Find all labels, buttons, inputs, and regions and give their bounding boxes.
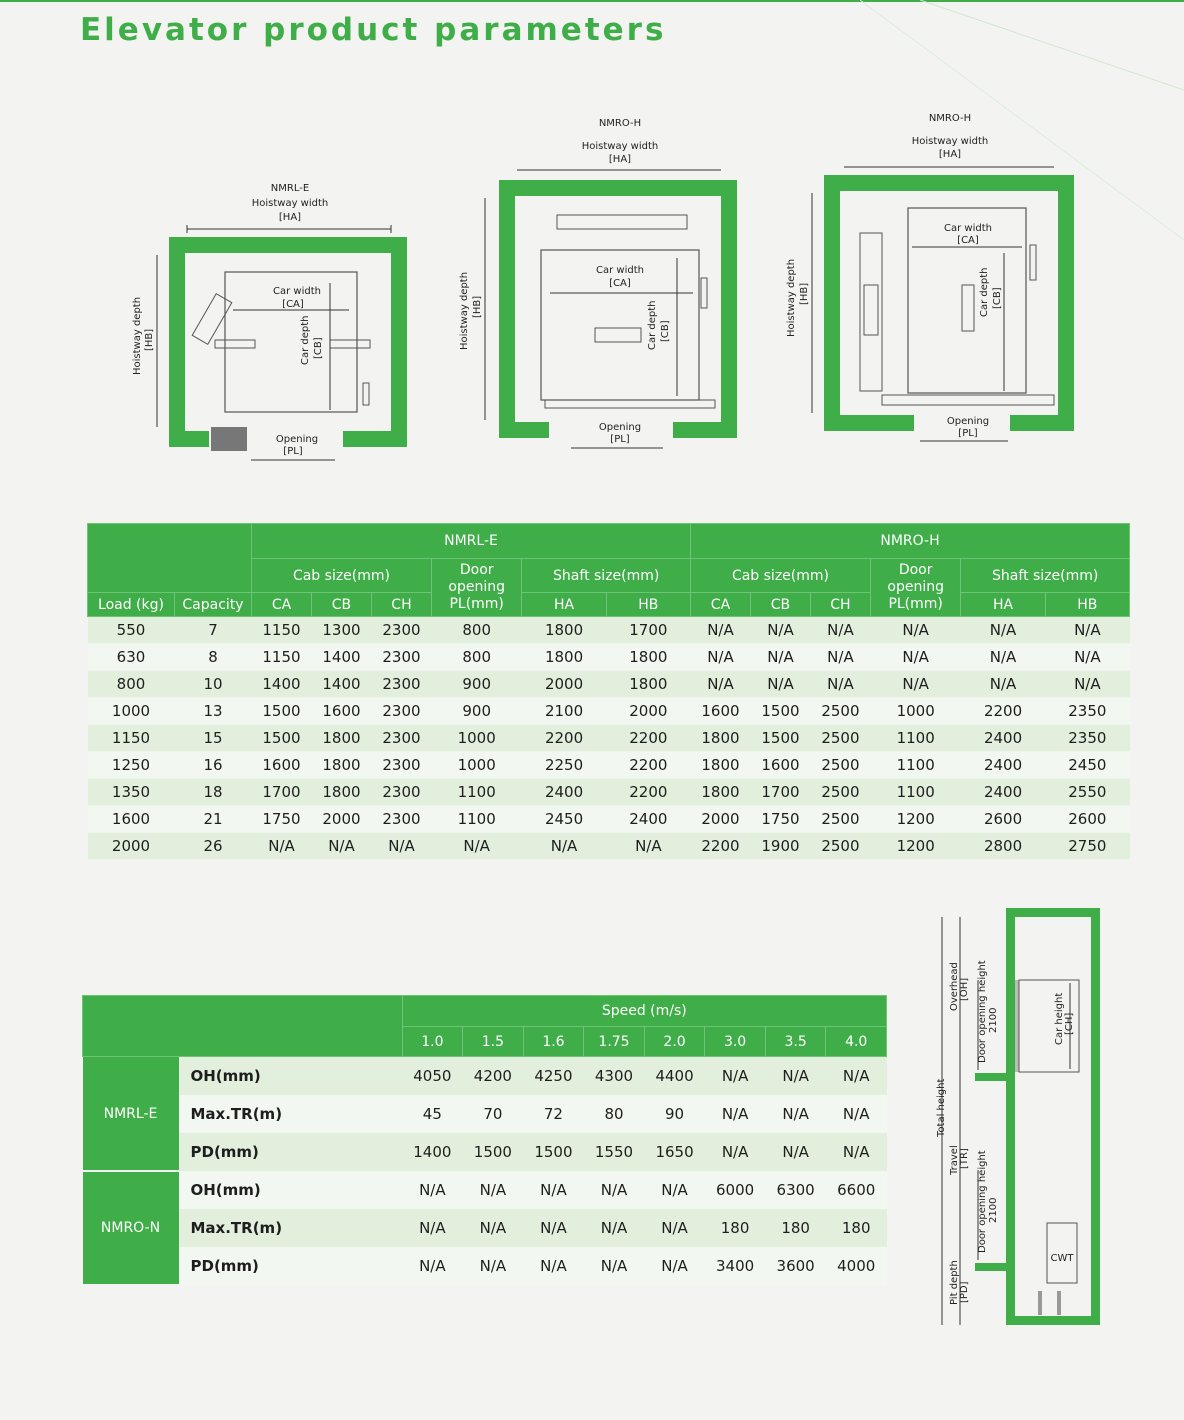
table-cell: 1600 xyxy=(750,752,810,779)
table-row xyxy=(88,698,1130,725)
car-depth-label: Car depth xyxy=(300,315,311,365)
table-cell: N/A xyxy=(705,1057,766,1096)
cwt-label: CWT xyxy=(1050,1253,1074,1264)
speed-value-header: 3.5 xyxy=(765,1027,826,1057)
table-row xyxy=(83,1247,887,1285)
cb-header: CB xyxy=(311,593,371,617)
opening-code: [PL] xyxy=(958,428,978,439)
table-cell: 1500 xyxy=(252,725,312,752)
table-cell: 2300 xyxy=(371,671,431,698)
table-row xyxy=(83,1133,887,1171)
table-cell: 70 xyxy=(463,1095,524,1133)
speed-value-header: 3.0 xyxy=(705,1027,766,1057)
table-cell: 2000 xyxy=(690,806,750,833)
table-cell: 2100 xyxy=(522,698,606,725)
table-cell: 2300 xyxy=(371,806,431,833)
table-cell: N/A xyxy=(765,1095,826,1133)
car-height-label: Car height xyxy=(1054,992,1065,1045)
opening-label: Opening xyxy=(275,434,319,445)
table-cell: N/A xyxy=(402,1247,463,1285)
table-cell: 6000 xyxy=(705,1171,766,1209)
door-word: Door xyxy=(459,562,494,578)
table-cell: N/A xyxy=(810,644,870,671)
table-cell: N/A xyxy=(402,1209,463,1247)
table-cell: N/A xyxy=(705,1095,766,1133)
table-cell: 1200 xyxy=(870,833,960,860)
overhead-code: [OH] xyxy=(959,977,970,1001)
table-cell: 800 xyxy=(88,671,175,698)
table-cell: 2300 xyxy=(371,752,431,779)
table-cell: 1250 xyxy=(88,752,175,779)
table-cell: 550 xyxy=(88,617,175,644)
table-row xyxy=(88,671,1130,698)
car-depth-label: Car depth xyxy=(979,267,990,317)
table-cell: N/A xyxy=(961,617,1045,644)
opening-word: opening xyxy=(887,579,944,595)
hoistway-depth-code: [HB] xyxy=(144,328,155,351)
table-cell: 2300 xyxy=(371,698,431,725)
table-row xyxy=(88,806,1130,833)
plan-diagram-nmro-h-b xyxy=(782,105,1082,450)
table-cell: 2200 xyxy=(606,725,690,752)
ch-header: CH xyxy=(371,593,431,617)
table-cell: N/A xyxy=(644,1171,705,1209)
table-cell: 2500 xyxy=(810,725,870,752)
diagram-model-label: NMRO-H xyxy=(598,118,642,129)
table-cell: 26 xyxy=(175,833,252,860)
table-cell: 1750 xyxy=(750,806,810,833)
model-label: NMRL-E xyxy=(83,1057,179,1172)
cab-size-header: Cab size(mm) xyxy=(690,559,870,593)
table-cell: 2300 xyxy=(371,644,431,671)
table-cell: 1800 xyxy=(311,779,371,806)
table-cell: 1600 xyxy=(88,806,175,833)
table-cell: 1000 xyxy=(870,698,960,725)
table-cell: N/A xyxy=(750,617,810,644)
table-cell: 45 xyxy=(402,1095,463,1133)
speed-value-header: 1.75 xyxy=(584,1027,645,1057)
opening-word: opening xyxy=(448,579,505,595)
table-cell: 13 xyxy=(175,698,252,725)
table-cell: 2200 xyxy=(606,752,690,779)
ca-header: CA xyxy=(252,593,312,617)
hoistway-width-code: [HA] xyxy=(278,212,302,223)
table-cell: N/A xyxy=(523,1209,584,1247)
table-cell: N/A xyxy=(463,1171,524,1209)
table-cell: 1800 xyxy=(690,752,750,779)
group-header-nmro-h: NMRO-H xyxy=(690,524,1129,559)
table-cell: 2300 xyxy=(371,617,431,644)
table-cell: 7 xyxy=(175,617,252,644)
table-cell: 1200 xyxy=(870,806,960,833)
table-cell: 1900 xyxy=(750,833,810,860)
table-cell: N/A xyxy=(584,1247,645,1285)
door-word: Door xyxy=(898,562,933,578)
table-cell: 2500 xyxy=(810,806,870,833)
model-label: NMRO-N xyxy=(83,1171,179,1285)
param-label: OH(mm) xyxy=(179,1171,403,1209)
hoistway-width-label: Hoistway width xyxy=(251,198,329,209)
speed-value-header: 2.0 xyxy=(644,1027,705,1057)
table-cell: 900 xyxy=(431,698,521,725)
table-cell: 1800 xyxy=(522,644,606,671)
car-width-label: Car width xyxy=(596,265,644,276)
table-cell: 2550 xyxy=(1045,779,1129,806)
table-row xyxy=(88,725,1130,752)
table-cell: 90 xyxy=(644,1095,705,1133)
table-cell: 4250 xyxy=(523,1057,584,1096)
table-cell: 1750 xyxy=(252,806,312,833)
table-cell: N/A xyxy=(690,671,750,698)
table-cell: 1150 xyxy=(252,617,312,644)
table-cell: 1400 xyxy=(311,644,371,671)
table-cell: 1400 xyxy=(252,671,312,698)
table-cell: 180 xyxy=(705,1209,766,1247)
table-cell: N/A xyxy=(690,644,750,671)
table-cell: N/A xyxy=(463,1247,524,1285)
table-cell: 2400 xyxy=(961,779,1045,806)
table-cell: 2500 xyxy=(810,752,870,779)
table-cell: 2250 xyxy=(522,752,606,779)
pl-word: PL(mm) xyxy=(888,596,943,612)
table-cell: 1650 xyxy=(644,1133,705,1171)
hoistway-depth-label: Hoistway depth xyxy=(459,271,470,350)
table-cell: 2500 xyxy=(810,698,870,725)
table-cell: N/A xyxy=(463,1209,524,1247)
table-cell: 4400 xyxy=(644,1057,705,1096)
table-row xyxy=(88,644,1130,671)
table-cell: N/A xyxy=(961,644,1045,671)
hoistway-depth-code: [HB] xyxy=(472,295,483,318)
speed-table xyxy=(82,995,887,1286)
spec-table-body xyxy=(88,617,1130,860)
speed-value-header: 4.0 xyxy=(826,1027,887,1057)
group-header-nmrl-e: NMRL-E xyxy=(252,524,691,559)
section-diagram xyxy=(930,905,1110,1330)
corner-cell xyxy=(88,524,252,593)
hoistway-width-code: [HA] xyxy=(608,154,632,165)
shaft-size-header: Shaft size(mm) xyxy=(522,559,691,593)
overhead-label: Overhead xyxy=(949,962,960,1011)
table-cell: N/A xyxy=(606,833,690,860)
table-cell: 180 xyxy=(765,1209,826,1247)
table-cell: N/A xyxy=(431,833,521,860)
table-cell: N/A xyxy=(961,671,1045,698)
table-cell: N/A xyxy=(252,833,312,860)
page-title: Elevator product parameters xyxy=(80,12,667,48)
table-cell: 2350 xyxy=(1045,725,1129,752)
table-cell: N/A xyxy=(1045,671,1129,698)
speed-value-header: 1.0 xyxy=(402,1027,463,1057)
opening-code: [PL] xyxy=(610,434,630,445)
car-depth-label: Car depth xyxy=(647,300,658,350)
table-cell: 2500 xyxy=(810,779,870,806)
plan-diagram-nmrl-e xyxy=(125,175,425,465)
table-cell: 1700 xyxy=(252,779,312,806)
table-cell: 1700 xyxy=(606,617,690,644)
table-cell: N/A xyxy=(311,833,371,860)
table-cell: 630 xyxy=(88,644,175,671)
table-cell: N/A xyxy=(870,644,960,671)
table-cell: 2300 xyxy=(371,725,431,752)
table-row xyxy=(88,779,1130,806)
table-cell: 2450 xyxy=(1045,752,1129,779)
table-cell: 2200 xyxy=(606,779,690,806)
table-cell: 800 xyxy=(431,644,521,671)
table-cell: 1400 xyxy=(402,1133,463,1171)
table-cell: N/A xyxy=(870,617,960,644)
table-cell: 1500 xyxy=(750,698,810,725)
table-cell: 2500 xyxy=(810,833,870,860)
table-cell: 2000 xyxy=(606,698,690,725)
hoistway-width-label: Hoistway width xyxy=(581,141,659,152)
table-cell: 1800 xyxy=(311,752,371,779)
pl-word: PL(mm) xyxy=(449,596,504,612)
table-row xyxy=(88,752,1130,779)
table-cell: 80 xyxy=(584,1095,645,1133)
spec-table xyxy=(87,523,1130,860)
table-cell: 2750 xyxy=(1045,833,1129,860)
car-depth-code: [CB] xyxy=(660,320,671,342)
table-row xyxy=(88,833,1130,860)
table-cell: 1550 xyxy=(584,1133,645,1171)
opening-label: Opening xyxy=(598,422,642,433)
car-height-code: [CH] xyxy=(1064,1012,1075,1035)
speed-table-body xyxy=(83,1057,887,1286)
table-cell: 2200 xyxy=(961,698,1045,725)
table-cell: 8 xyxy=(175,644,252,671)
table-cell: 1100 xyxy=(870,725,960,752)
pit-depth-label: Pit depth xyxy=(949,1260,960,1305)
table-cell: 72 xyxy=(523,1095,584,1133)
table-cell: N/A xyxy=(826,1095,887,1133)
table-cell: 10 xyxy=(175,671,252,698)
table-cell: 1000 xyxy=(88,698,175,725)
table-cell: N/A xyxy=(765,1133,826,1171)
table-cell: N/A xyxy=(810,671,870,698)
door-opening-height-value: 2100 xyxy=(988,1007,999,1033)
table-cell: 18 xyxy=(175,779,252,806)
door-opening-height-label: Door opening height xyxy=(977,1150,988,1253)
table-cell: N/A xyxy=(750,644,810,671)
param-label: Max.TR(m) xyxy=(179,1209,403,1247)
ha-header: HA xyxy=(522,593,606,617)
hoistway-depth-label: Hoistway depth xyxy=(786,258,797,337)
table-cell: 3400 xyxy=(705,1247,766,1285)
table-cell: 1100 xyxy=(431,779,521,806)
table-cell: N/A xyxy=(371,833,431,860)
car-width-code: [CA] xyxy=(957,235,979,246)
opening-label: Opening xyxy=(946,416,990,427)
table-cell: 2350 xyxy=(1045,698,1129,725)
table-cell: 1800 xyxy=(606,671,690,698)
table-cell: 4000 xyxy=(826,1247,887,1285)
table-cell: 1800 xyxy=(522,617,606,644)
pit-depth-code: [PD] xyxy=(959,1281,970,1303)
table-cell: N/A xyxy=(1045,617,1129,644)
table-cell: 2400 xyxy=(961,752,1045,779)
table-cell: 21 xyxy=(175,806,252,833)
shaft-size-header: Shaft size(mm) xyxy=(961,559,1130,593)
table-cell: 2300 xyxy=(371,779,431,806)
table-cell: N/A xyxy=(1045,644,1129,671)
ch-header: CH xyxy=(810,593,870,617)
table-row xyxy=(83,1171,887,1209)
table-cell: 800 xyxy=(431,617,521,644)
table-row xyxy=(88,617,1130,644)
table-cell: 1400 xyxy=(311,671,371,698)
table-cell: 2200 xyxy=(690,833,750,860)
capacity-header: Capacity xyxy=(175,593,252,617)
table-cell: 1600 xyxy=(690,698,750,725)
table-cell: 900 xyxy=(431,671,521,698)
table-cell: 1000 xyxy=(431,725,521,752)
table-cell: 1600 xyxy=(311,698,371,725)
table-cell: 6300 xyxy=(765,1171,826,1209)
table-cell: 1700 xyxy=(750,779,810,806)
table-cell: 2400 xyxy=(961,725,1045,752)
cb-header: CB xyxy=(750,593,810,617)
plan-diagram-nmro-h-a xyxy=(455,110,755,460)
table-cell: 4200 xyxy=(463,1057,524,1096)
table-cell: 2000 xyxy=(522,671,606,698)
table-cell: N/A xyxy=(644,1209,705,1247)
table-cell: N/A xyxy=(690,617,750,644)
table-cell: 2000 xyxy=(88,833,175,860)
speed-value-header: 1.5 xyxy=(463,1027,524,1057)
car-depth-code: [CB] xyxy=(992,287,1003,309)
table-cell: 1500 xyxy=(750,725,810,752)
table-cell: N/A xyxy=(523,1171,584,1209)
speed-corner-cell xyxy=(83,996,403,1057)
hb-header: HB xyxy=(606,593,690,617)
table-cell: 1300 xyxy=(311,617,371,644)
hoistway-depth-code: [HB] xyxy=(799,282,810,305)
table-cell: 1150 xyxy=(88,725,175,752)
travel-label: Travel xyxy=(949,1145,960,1175)
door-opening-height-value: 2100 xyxy=(988,1197,999,1223)
table-cell: N/A xyxy=(584,1209,645,1247)
travel-code: [TR] xyxy=(959,1148,970,1169)
table-cell: N/A xyxy=(765,1057,826,1096)
table-cell: 2600 xyxy=(1045,806,1129,833)
table-cell: 1600 xyxy=(252,752,312,779)
param-label: OH(mm) xyxy=(179,1057,403,1096)
table-cell: N/A xyxy=(522,833,606,860)
table-cell: 2200 xyxy=(522,725,606,752)
hoistway-depth-label: Hoistway depth xyxy=(132,296,143,375)
table-cell: N/A xyxy=(750,671,810,698)
table-cell: 2800 xyxy=(961,833,1045,860)
table-cell: 1500 xyxy=(252,698,312,725)
table-cell: 1800 xyxy=(606,644,690,671)
table-cell: N/A xyxy=(584,1171,645,1209)
table-row xyxy=(83,1095,887,1133)
cab-size-header: Cab size(mm) xyxy=(252,559,432,593)
param-label: PD(mm) xyxy=(179,1247,403,1285)
table-cell: 1800 xyxy=(690,779,750,806)
table-cell: 1500 xyxy=(463,1133,524,1171)
table-cell: 1000 xyxy=(431,752,521,779)
total-height-label: Total height xyxy=(936,1078,947,1137)
door-opening-header xyxy=(870,559,960,617)
car-depth-code: [CB] xyxy=(313,337,324,359)
table-row xyxy=(83,1057,887,1096)
table-cell: 1100 xyxy=(431,806,521,833)
table-cell: N/A xyxy=(644,1247,705,1285)
table-cell: 1800 xyxy=(311,725,371,752)
car-width-code: [CA] xyxy=(282,299,304,310)
table-cell: N/A xyxy=(705,1133,766,1171)
hoistway-width-code: [HA] xyxy=(938,149,962,160)
door-opening-height-label: Door opening height xyxy=(977,960,988,1063)
load-header: Load (kg) xyxy=(88,593,175,617)
ca-header: CA xyxy=(690,593,750,617)
table-cell: N/A xyxy=(826,1057,887,1096)
table-cell: 1500 xyxy=(523,1133,584,1171)
diagram-model-label: NMRL-E xyxy=(270,183,310,194)
table-cell: 6600 xyxy=(826,1171,887,1209)
param-label: PD(mm) xyxy=(179,1133,403,1171)
opening-code: [PL] xyxy=(283,446,303,457)
param-label: Max.TR(m) xyxy=(179,1095,403,1133)
table-cell: 2450 xyxy=(522,806,606,833)
hb-header: HB xyxy=(1045,593,1129,617)
table-cell: N/A xyxy=(402,1171,463,1209)
table-cell: N/A xyxy=(523,1247,584,1285)
table-cell: 15 xyxy=(175,725,252,752)
ha-header: HA xyxy=(961,593,1045,617)
table-cell: 2400 xyxy=(606,806,690,833)
table-cell: 2000 xyxy=(311,806,371,833)
table-cell: N/A xyxy=(870,671,960,698)
car-width-code: [CA] xyxy=(609,278,631,289)
table-cell: N/A xyxy=(810,617,870,644)
hoistway-width-label: Hoistway width xyxy=(911,136,989,147)
table-cell: 180 xyxy=(826,1209,887,1247)
car-width-label: Car width xyxy=(273,286,321,297)
table-cell: 2400 xyxy=(522,779,606,806)
car-width-label: Car width xyxy=(944,223,992,234)
table-cell: 16 xyxy=(175,752,252,779)
table-cell: 4050 xyxy=(402,1057,463,1096)
diagram-model-label: NMRO-H xyxy=(928,113,972,124)
door-opening-header xyxy=(431,559,521,617)
table-cell: 1100 xyxy=(870,752,960,779)
table-cell: 2600 xyxy=(961,806,1045,833)
speed-value-header: 1.6 xyxy=(523,1027,584,1057)
table-cell: 1100 xyxy=(870,779,960,806)
table-cell: 1800 xyxy=(690,725,750,752)
table-cell: 1350 xyxy=(88,779,175,806)
speed-header: Speed (m/s) xyxy=(402,996,886,1027)
table-cell: N/A xyxy=(826,1133,887,1171)
table-cell: 3600 xyxy=(765,1247,826,1285)
table-cell: 1150 xyxy=(252,644,312,671)
table-cell: 4300 xyxy=(584,1057,645,1096)
table-row xyxy=(83,1209,887,1247)
